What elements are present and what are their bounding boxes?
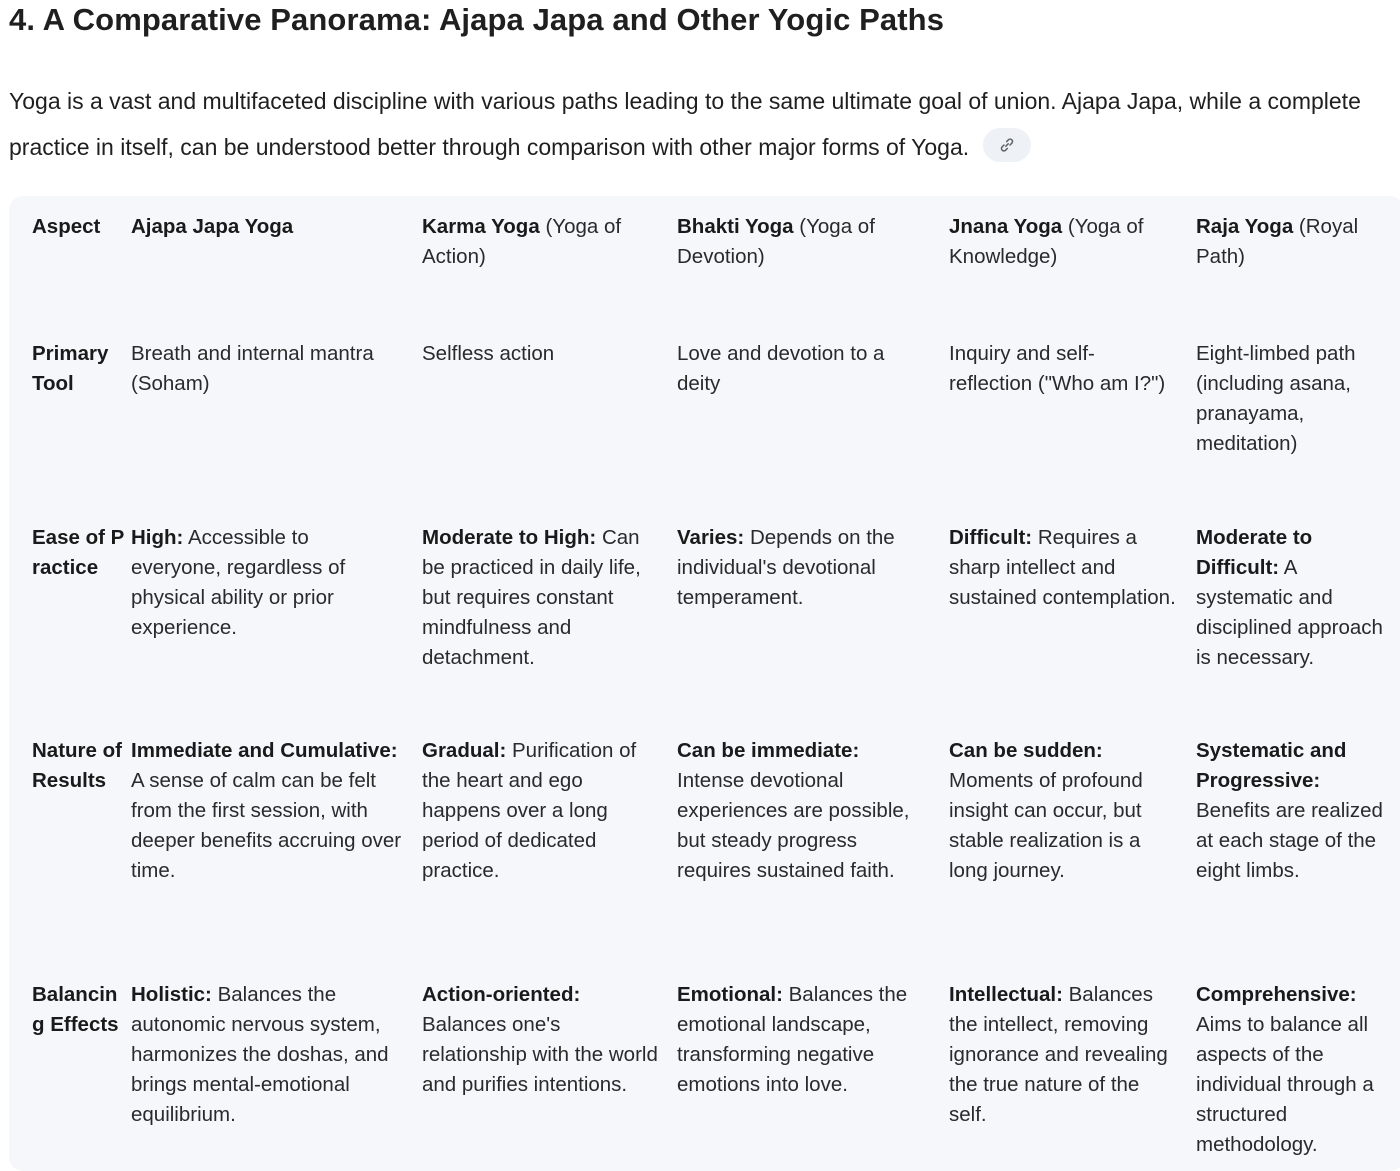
- table-row: [9, 323, 1400, 507]
- header-cell: Ajapa Japa Yoga: [131, 215, 294, 238]
- table-cell: Love and devotion to a deity: [677, 342, 885, 395]
- header-cell: Aspect: [32, 215, 101, 238]
- header-cell: Karma Yoga (Yoga of Action): [422, 215, 622, 268]
- table-row: [9, 964, 1400, 1160]
- table-cell: Emotional: Balances the emotional landscape, transforming negative emotions into love.: [677, 983, 908, 1096]
- table-cell: Intellectual: Balances the intellect, removing ignorance and revealing the true nature of the self.: [949, 983, 1168, 1126]
- table-cell: Varies: Depends on the individual's devotional temperament.: [677, 526, 895, 609]
- comparison-table-container: [9, 196, 1400, 1171]
- comparison-table: [9, 196, 1400, 1160]
- table-row: [9, 507, 1400, 720]
- header-cell: Jnana Yoga (Yoga of Knowledge): [949, 215, 1144, 268]
- table-cell: Inquiry and self-reflection ("Who am I?"): [949, 342, 1166, 395]
- table-cell: Eight-limbed path (including asana, pranayama, meditation): [1196, 342, 1356, 455]
- table-cell: Primary Tool: [32, 342, 109, 395]
- table-cell: Breath and internal mantra (Soham): [131, 342, 374, 395]
- source-link-chip[interactable]: [983, 128, 1031, 162]
- intro-text: Yoga is a vast and multifaceted discipline with various paths leading to the same ultimate goal of union. Ajapa Japa, while a complete practice in itself, can be understood better through comparison with other major forms of Yoga.: [9, 88, 1361, 160]
- table-cell: Nature of Results: [32, 739, 122, 792]
- table-cell: Systematic and Progressive: Benefits are realized at each stage of the eight limbs.: [1196, 739, 1383, 882]
- table-cell: Ease of Practice: [32, 526, 125, 579]
- table-cell: Gradual: Purification of the heart and ego happens over a long period of dedicated practice.: [422, 739, 637, 882]
- header-cell: Raja Yoga (Royal Path): [1196, 215, 1359, 268]
- table-cell: Action-oriented: Balances one's relationship with the world and purifies intentions.: [422, 983, 658, 1096]
- table-header-row: [9, 196, 1400, 323]
- header-cell: Bhakti Yoga (Yoga of Devotion): [677, 215, 875, 268]
- table-cell: Holistic: Balances the autonomic nervous system, harmonizes the doshas, and brings mental-emotional equilibrium.: [131, 983, 389, 1126]
- page-heading: 4. A Comparative Panorama: Ajapa Japa and Other Yogic Paths: [9, 2, 945, 37]
- table-cell: High: Accessible to everyone, regardless of physical ability or prior experience.: [131, 526, 346, 639]
- link-icon: [999, 137, 1015, 153]
- table-cell: Can be sudden: Moments of profound insight can occur, but stable realization is a long journey.: [949, 739, 1143, 882]
- table-cell: Immediate and Cumulative: A sense of calm can be felt from the first session, with deeper benefits accruing over time.: [131, 739, 402, 882]
- table-cell: Difficult: Requires a sharp intellect and sustained contemplation.: [949, 526, 1176, 609]
- table-cell: Comprehensive: Aims to balance all aspects of the individual through a structured methodology.: [1196, 983, 1374, 1156]
- table-cell: Moderate to High: Can be practiced in daily life, but requires constant mindfulness and detachment.: [422, 526, 641, 669]
- table-cell: Balancing Effects: [32, 983, 119, 1036]
- table-cell: Selfless action: [422, 342, 555, 365]
- intro-paragraph: [9, 78, 1369, 170]
- table-row: [9, 720, 1400, 964]
- table-cell: Moderate to Difficult: A systematic and disciplined approach is necessary.: [1196, 526, 1383, 669]
- table-cell: Can be immediate: Intense devotional experiences are possible, but steady progress requires sustained faith.: [677, 739, 910, 882]
